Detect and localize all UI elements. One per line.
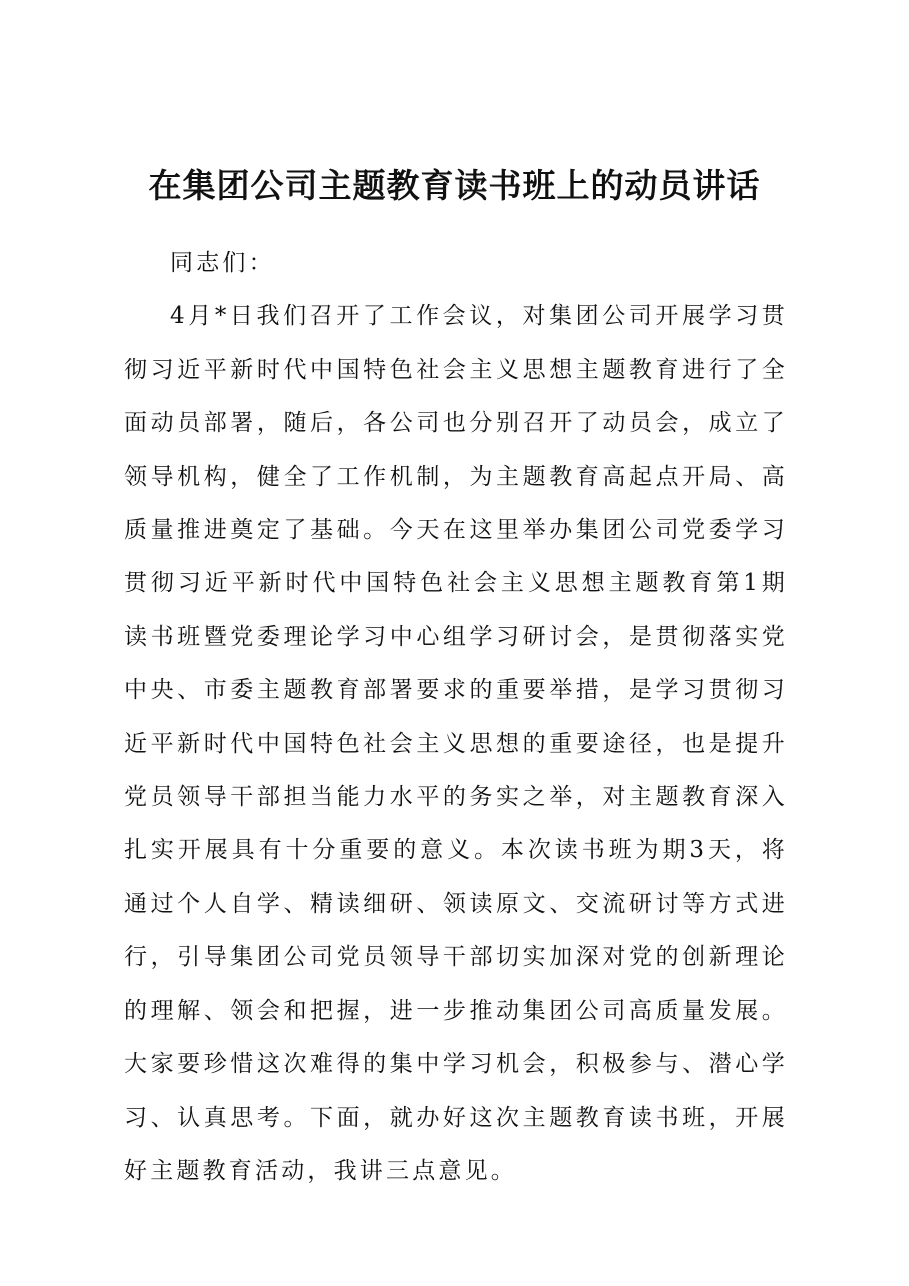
salutation: 同志们： [170,250,275,276]
document-body [124,237,788,1198]
document-title: 在集团公司主题教育读书班上的动员讲话 [148,166,761,205]
body-paragraph: 4月*日我们召开了工作会议，对集团公司开展学习贯彻习近平新时代中国特色社会主义思想主题教育进行了全面动员部署，随后，各公司也分别召开了动员会，成立了领导机构，健全了工作机制，为主题教育高起点开局、高质量推进奠定了基础。今天在这里举办集团公司党委学习贯彻习近平新时代中国特色社会主义思想主题教育第1期读书班暨党委理论学习中心组学习研讨会，是贯彻落实党中央、市委主题教育部署要求的重要举措，是学习贯彻习近平新时代中国特色社会主义思想的重要途径，也是提升党员领导干部担当能力水平的务实之举，对主题教育深入扎实开展具有十分重要的意义。本次读书班为期3天，将通过个人自学、精读细研、领读原文、交流研讨等方式进行，引导集团公司党员领导干部切实加深对党的创新理论的理解、领会和把握，进一步推动集团公司高质量发展。大家要珍惜这次难得的集中学习机会，积极参与、潜心学习、认真思考。下面，就办好这次主题教育读书班，开展好主题教育活动，我讲三点意见。 [124,303,788,1184]
